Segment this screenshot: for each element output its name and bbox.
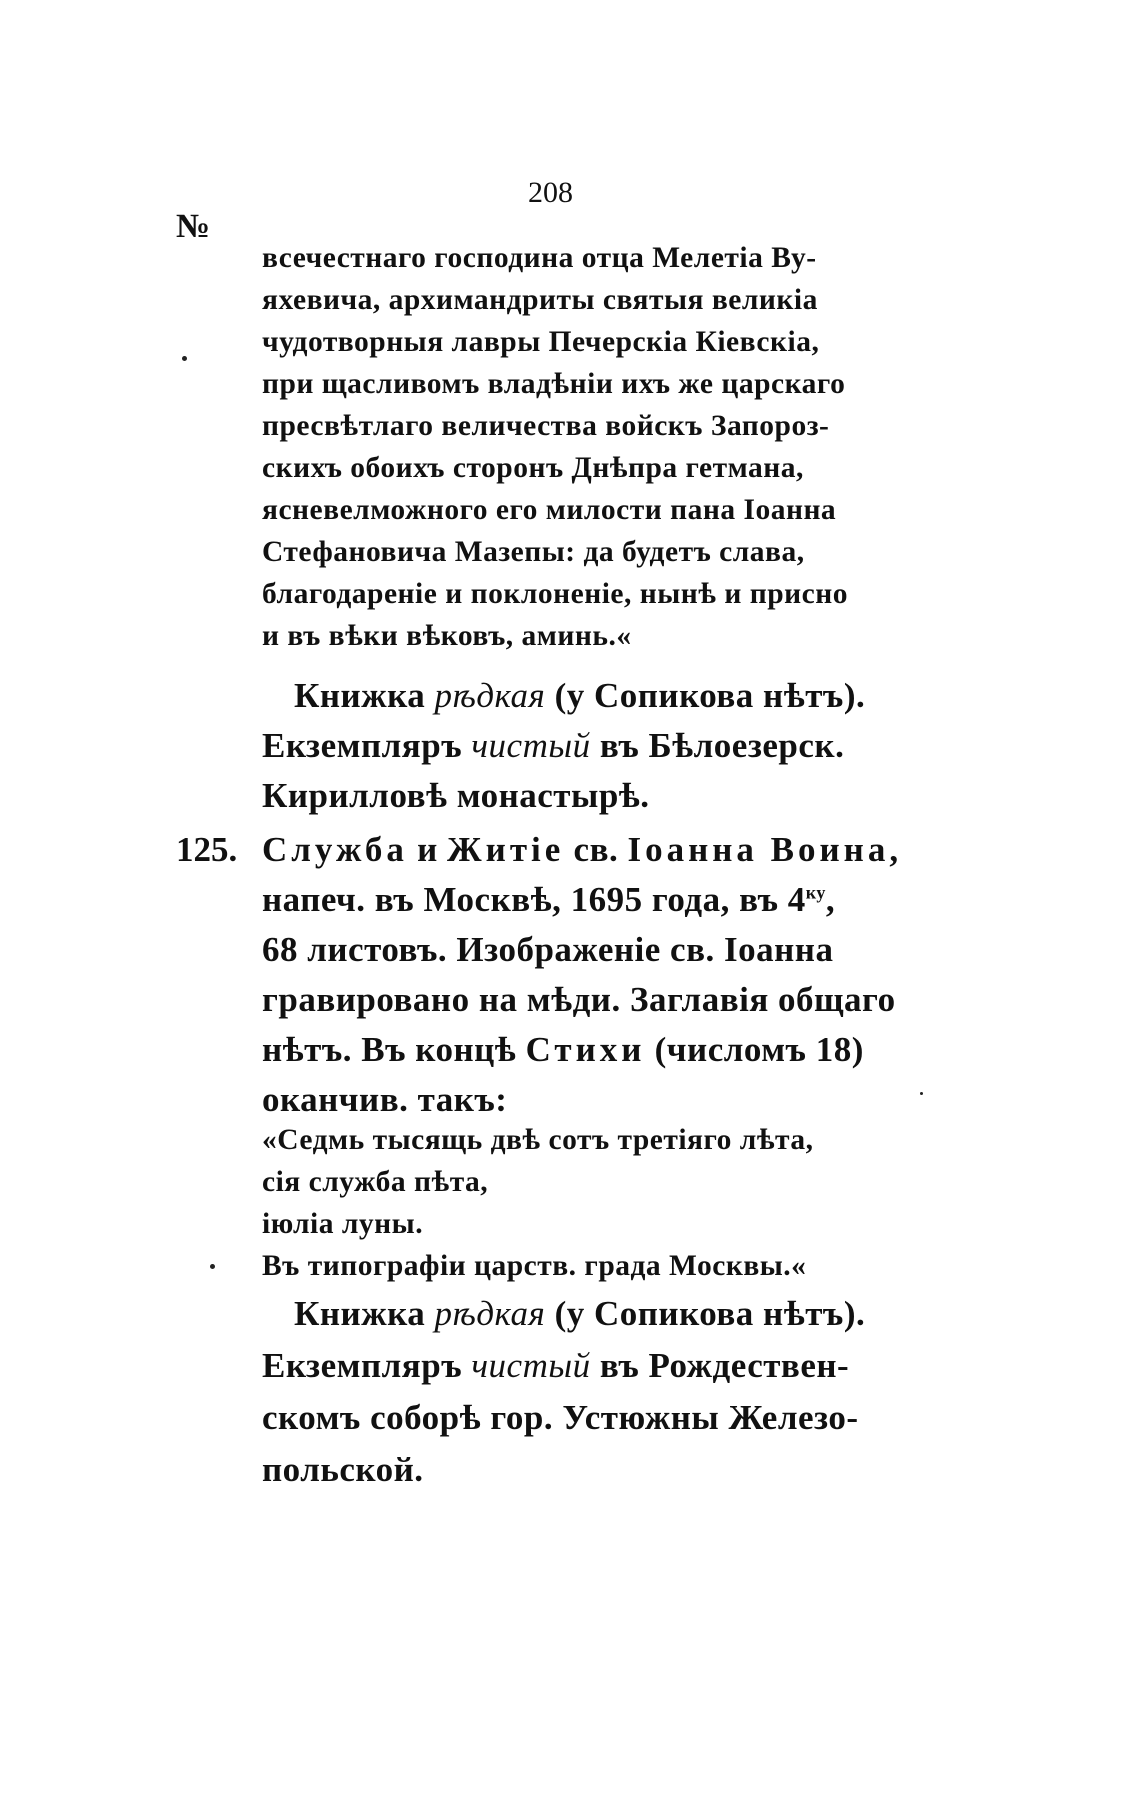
rarity-italic: рѣдкая — [434, 1294, 546, 1333]
entry-title-line — [262, 830, 899, 870]
entry-125 — [262, 830, 946, 1130]
note-text: въ Бѣлоезерск. — [590, 726, 845, 765]
text-line: Кирилловѣ монастырѣ. — [262, 776, 650, 815]
entry-text: нѣтъ. Въ концѣ — [262, 1030, 526, 1069]
print-mark — [182, 356, 187, 361]
note-text: Екземпляръ — [262, 1346, 472, 1385]
text-line — [262, 1346, 849, 1386]
entry-number: 125. — [176, 830, 238, 869]
imprint-text: , — [825, 880, 836, 919]
text-line: ясневелможного его милости пана Іоанна — [262, 494, 837, 526]
entry-text: (числомъ 18) — [645, 1030, 864, 1069]
verse-line: «Седмь тысящь двѣ сотъ третіяго лѣта, — [262, 1124, 814, 1156]
text-line: гравировано на мѣди. Заглавія общаго — [262, 980, 896, 1019]
text-line: скихъ обоихъ сторонъ Днѣпра гетмана, — [262, 452, 804, 484]
page-number: 208 — [528, 176, 573, 209]
text-line — [294, 1294, 865, 1334]
text-line — [262, 880, 835, 920]
title-part: Служба — [262, 830, 408, 869]
condition-italic: чистый — [471, 1346, 591, 1385]
text-line: пресвѣтлаго величества войскъ Запороз- — [262, 410, 830, 442]
stichi-spaced: Стихи — [525, 1030, 646, 1069]
title-part: Іоанна Воина — [627, 830, 890, 869]
note-text: въ Рождествен- — [590, 1346, 850, 1385]
text-line: благодареніе и поклоненіе, нынѣ и присно — [262, 578, 848, 610]
text-line — [262, 726, 844, 766]
text-line: яхевича, архимандриты святыя великіа — [262, 284, 818, 316]
text-line: при щасливомъ владѣніи ихъ же царскаго — [262, 368, 846, 400]
condition-italic: чистый — [471, 726, 591, 765]
numero-sign: № — [176, 208, 211, 245]
text-line: Стефановича Мазепы: да будетъ слава, — [262, 536, 805, 568]
format-superscript: ку — [805, 882, 826, 903]
text-line: скомъ соборѣ гор. Устюжны Железо- — [262, 1398, 859, 1437]
rarity-italic: рѣдкая — [434, 676, 546, 715]
title-part: Житіе — [447, 830, 565, 869]
note-text: Екземпляръ — [262, 726, 472, 765]
title-part: и — [407, 830, 448, 869]
title-part: , — [889, 830, 899, 869]
rarity-note-2 — [262, 1294, 946, 1504]
note-text: (у Сопикова нѣтъ). — [545, 1294, 866, 1333]
text-line — [294, 676, 865, 716]
text-line: оканчив. такъ: — [262, 1080, 508, 1119]
imprint-text: напеч. въ Москвѣ, 1695 года, въ 4 — [262, 880, 806, 919]
note-text: Книжка — [294, 1294, 435, 1333]
continuation-paragraph — [262, 242, 946, 662]
verse-line: сія служба пѣта, — [262, 1166, 489, 1198]
title-part: св. — [564, 830, 628, 869]
text-line: чудотворныя лавры Печерскіа Кіевскіа, — [262, 326, 820, 358]
text-line — [262, 1030, 864, 1070]
verse-line: іюліа луны. — [262, 1208, 424, 1240]
text-line: польской. — [262, 1450, 424, 1489]
text-line: 68 листовъ. Изображеніе св. Іоанна — [262, 930, 834, 969]
verse-line: Въ типографіи царств. града Москвы.« — [262, 1250, 807, 1282]
rarity-note-1 — [262, 676, 946, 826]
verse-quotation — [262, 1124, 946, 1294]
print-mark — [210, 1264, 215, 1269]
note-text: (у Сопикова нѣтъ). — [545, 676, 866, 715]
text-line: всечестнаго господина отца Мелетіа Ву- — [262, 242, 817, 274]
note-text: Книжка — [294, 676, 435, 715]
text-line: и въ вѣки вѣковъ, аминь.« — [262, 620, 632, 652]
